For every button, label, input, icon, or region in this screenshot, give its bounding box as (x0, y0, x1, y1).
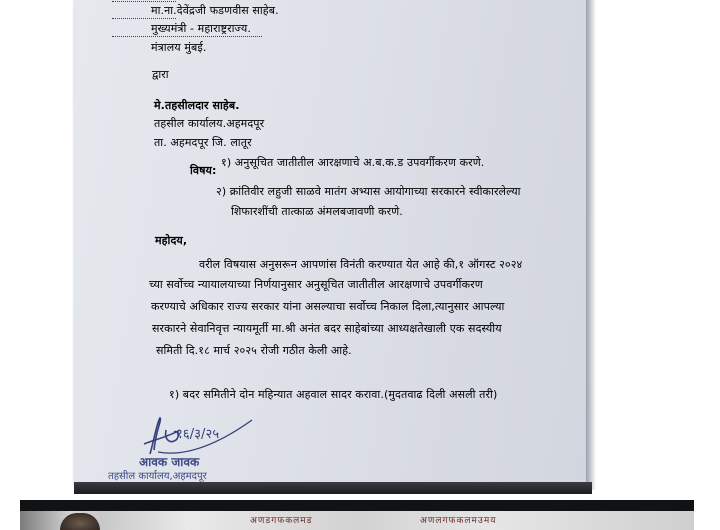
recipient-office: मंत्रालय मुंबई. (151, 41, 207, 54)
body-line-1: वरील विषयास अनुसरून आपणांस विनंती करण्यात येत आहे की,१ ऑगस्ट २०२४ (199, 258, 523, 271)
dotted-line-2 (112, 36, 262, 37)
stamp-inward-outward: आवक जावक (139, 455, 200, 469)
banner-text-right: अणलगफकलमउमय (420, 516, 497, 526)
via-name: मे.तहसीलदार साहेब. (154, 99, 240, 112)
via-label: द्वारा (152, 68, 169, 81)
recipient-designation: मुख्यमंत्री - महाराष्ट्रराज्य. (151, 22, 252, 35)
subject-item-2-line-2: शिफारशींची तात्काळ अंमलबजावणी करणे. (231, 205, 403, 218)
signature-date: १६/३/२५ (176, 427, 220, 442)
dotted-line-1 (112, 18, 176, 19)
subject-item-2-line-1: २) क्रांतिवीर लहुजी साळवे मातंग अभ्यास आयोगाच्या सरकारने स्वीकारलेल्या (216, 185, 521, 198)
point-1: १) बदर समितीने दोन महिन्यात अहवाल सादर करावा.(मुदतवाढ दिली असली तरी) (169, 388, 498, 401)
paper-edge-shadow (586, 0, 596, 490)
dotted-line-top (112, 1, 176, 2)
via-office: तहसील कार्यालय.अहमदपूर (154, 117, 265, 130)
body-line-2: च्या सर्वोच्च न्यायालयाच्या निर्णयानुसार अनुसूचित जातीतील आरक्षणाचे उपवर्गीकरण (149, 278, 483, 291)
salutation: महोदय, (155, 234, 188, 247)
body-line-4: सरकारने सेवानिवृत्त न्यायमूर्ती मा.श्री अनंत बदर साहेबांच्या आध्यक्षतेखाली एक सदस्यीय (152, 322, 502, 335)
stamp-office: तहसील कार्यालय,अहमदपूर (108, 471, 207, 482)
via-place: ता. अहमदपूर जि. लातूर (154, 136, 252, 149)
photo-strip-image (20, 511, 694, 530)
banner-text-left: अणडगफकलमड (250, 516, 313, 526)
paper-bottom-edge (74, 482, 592, 494)
subject-item-1: १) अनुसूचित जातीतील आरक्षणाचे अ.ब.क.ड उपवर्गीकरण करणे. (221, 156, 485, 169)
body-line-3: करण्याचे अधिकार राज्य सरकार यांना असल्याचा सर्वोच्च निकाल दिला,त्यानुसार आपल्या (151, 300, 505, 313)
recipient-name: मा.ना.देवेंद्रजी फडणवीस साहेब. (151, 4, 279, 17)
subject-label: विषय: (190, 164, 217, 177)
body-line-5: समिती दि.१८ मार्च २०२५ रोजी गठीत केली आहे. (156, 344, 352, 357)
